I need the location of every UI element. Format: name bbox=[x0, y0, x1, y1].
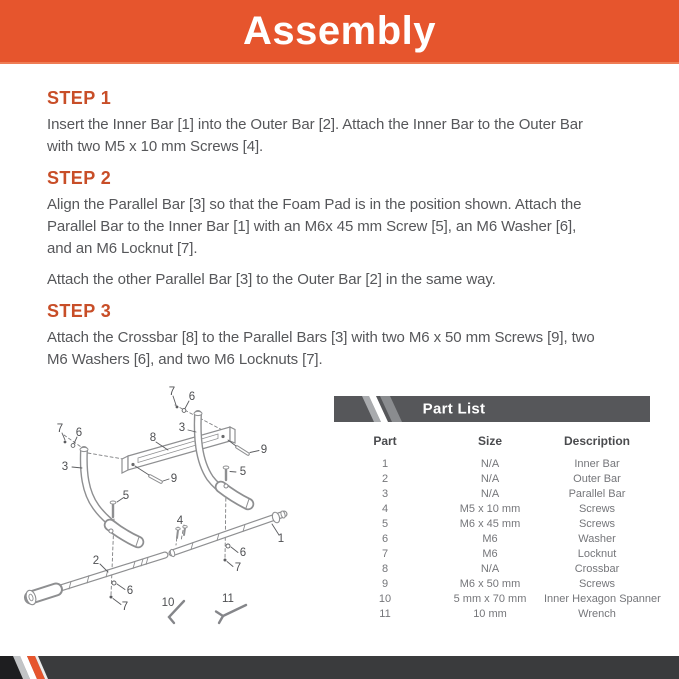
part-list-cell: N/A bbox=[480, 488, 500, 500]
diagram-callout-6: 6 bbox=[239, 547, 247, 560]
step-3-text: Attach the Crossbar [8] to the Parallel Bars [3] with two M6 x 50 mm Screws [9], two M6 Washers [6], and two M6 Locknuts [7]. bbox=[47, 329, 595, 368]
diagram-callout-6: 6 bbox=[188, 391, 196, 404]
part-list-cell: 10 bbox=[378, 593, 392, 605]
diagram-callout-3: 3 bbox=[61, 461, 69, 474]
diagram-callout-8: 8 bbox=[149, 432, 157, 445]
part-list-row bbox=[334, 457, 650, 472]
bottom-section bbox=[0, 380, 679, 638]
diagram-callout-9: 9 bbox=[170, 473, 178, 486]
page-title: Assembly bbox=[243, 8, 436, 53]
part-list-cell: 8 bbox=[381, 563, 389, 575]
part-list-cell: 1 bbox=[381, 458, 389, 470]
part-list-cell: N/A bbox=[480, 458, 500, 470]
part-list-cell: Screws bbox=[578, 503, 616, 515]
step-1-text: Insert the Inner Bar [1] into the Outer Bar [2]. Attach the Inner Bar to the Outer Bar with two M5 x 10 mm Screws [4]. bbox=[47, 116, 583, 155]
part-list-cell: M6 x 50 mm bbox=[459, 578, 521, 590]
part-list-cell: 11 bbox=[379, 608, 391, 620]
part-list-row bbox=[334, 532, 650, 547]
part-list-cell: Locknut bbox=[577, 548, 617, 560]
column-size: Size bbox=[477, 434, 502, 448]
part-list-cell: N/A bbox=[480, 563, 500, 575]
part-list-row bbox=[334, 562, 650, 577]
step-2-text-1: Align the Parallel Bar [3] so that the Foam Pad is in the position shown. Attach the Parallel Bar to the Inner Bar [1] with an M6x 45 mm Screw [5], an M6 Washer [6], and an M6 Locknut [7]. bbox=[47, 196, 582, 257]
step-1-heading: STEP 1 bbox=[47, 88, 112, 108]
title-bar bbox=[0, 0, 679, 64]
diagram-callout-7: 7 bbox=[121, 601, 129, 614]
part-list-cell: 9 bbox=[381, 578, 389, 590]
part-list-body bbox=[334, 457, 661, 622]
part-list-cell: 5 mm x 70 mm bbox=[453, 593, 527, 605]
part-list-cell: 4 bbox=[381, 503, 389, 515]
part-list-cell: Parallel Bar bbox=[568, 488, 626, 500]
step-2-text-2: Attach the other Parallel Bar [3] to the Outer Bar [2] in the same way. bbox=[47, 271, 496, 288]
part-list-cell: M6 bbox=[482, 548, 498, 560]
part-list-cell: Crossbar bbox=[574, 563, 620, 575]
diagram-callout-10: 10 bbox=[161, 597, 175, 610]
part-list-cell: 6 bbox=[381, 533, 389, 545]
footer-bar bbox=[0, 656, 679, 679]
diagram-callout-7: 7 bbox=[234, 562, 242, 575]
part-list-header-bar bbox=[334, 396, 650, 422]
step-3-heading: STEP 3 bbox=[47, 301, 112, 321]
part-list-cell: 7 bbox=[381, 548, 389, 560]
step-1 bbox=[47, 88, 632, 158]
part-list-row bbox=[334, 592, 650, 607]
diagram-callout-6: 6 bbox=[75, 427, 83, 440]
diagram-callout-2: 2 bbox=[92, 555, 100, 568]
part-list-header-row bbox=[334, 434, 650, 457]
part-list-cell: Inner Hexagon Spanner bbox=[544, 593, 661, 605]
part-list-cell: Wrench bbox=[578, 608, 616, 620]
diagram-callout-7: 7 bbox=[56, 423, 64, 436]
part-list-row bbox=[334, 547, 650, 562]
step-2-heading: STEP 2 bbox=[47, 168, 112, 188]
diagram-callout-3: 3 bbox=[178, 422, 186, 435]
part-list-row bbox=[334, 577, 650, 592]
part-list-cell: Washer bbox=[578, 533, 616, 545]
footer-stripes-icon bbox=[0, 656, 60, 679]
part-list-row bbox=[334, 487, 650, 502]
part-list-cell: 5 bbox=[381, 518, 389, 530]
diagram-callout-11: 11 bbox=[222, 593, 234, 606]
diagram-callout-5: 5 bbox=[122, 490, 130, 503]
part-list-row bbox=[334, 517, 650, 532]
pullup-bar-diagram-svg bbox=[22, 380, 332, 638]
part-list-cell: N/A bbox=[480, 473, 500, 485]
part-list-cell: 3 bbox=[381, 488, 389, 500]
part-list-row bbox=[334, 502, 650, 517]
part-list-cell: 10 mm bbox=[473, 608, 507, 620]
part-list-row bbox=[334, 607, 650, 622]
part-list-cell: M5 x 10 mm bbox=[459, 503, 521, 515]
diagram-callout-1: 1 bbox=[277, 533, 285, 546]
part-list-cell: Screws bbox=[578, 518, 616, 530]
diagram-callout-5: 5 bbox=[239, 466, 247, 479]
diagram-callout-4: 4 bbox=[176, 515, 184, 528]
part-list-cell: M6 bbox=[482, 533, 498, 545]
exploded-diagram bbox=[22, 380, 332, 638]
part-list-cell: Inner Bar bbox=[574, 458, 620, 470]
steps-section bbox=[0, 64, 679, 371]
step-3 bbox=[47, 301, 632, 371]
column-description: Description bbox=[563, 434, 630, 448]
part-list-cell: M6 x 45 mm bbox=[459, 518, 521, 530]
part-list-cell: Screws bbox=[578, 578, 616, 590]
diagram-callout-6: 6 bbox=[126, 585, 134, 598]
column-part: Part bbox=[373, 434, 397, 448]
part-list-panel bbox=[334, 380, 661, 622]
part-list-cell: 2 bbox=[381, 473, 389, 485]
part-list-stripes-icon bbox=[334, 396, 416, 422]
part-list-row bbox=[334, 472, 650, 487]
part-list-table bbox=[334, 434, 661, 622]
diagram-callout-9: 9 bbox=[260, 444, 268, 457]
step-2 bbox=[47, 168, 632, 291]
part-list-cell: Outer Bar bbox=[573, 473, 621, 485]
part-list-title: Part List bbox=[422, 400, 486, 418]
diagram-callout-7: 7 bbox=[168, 386, 176, 399]
